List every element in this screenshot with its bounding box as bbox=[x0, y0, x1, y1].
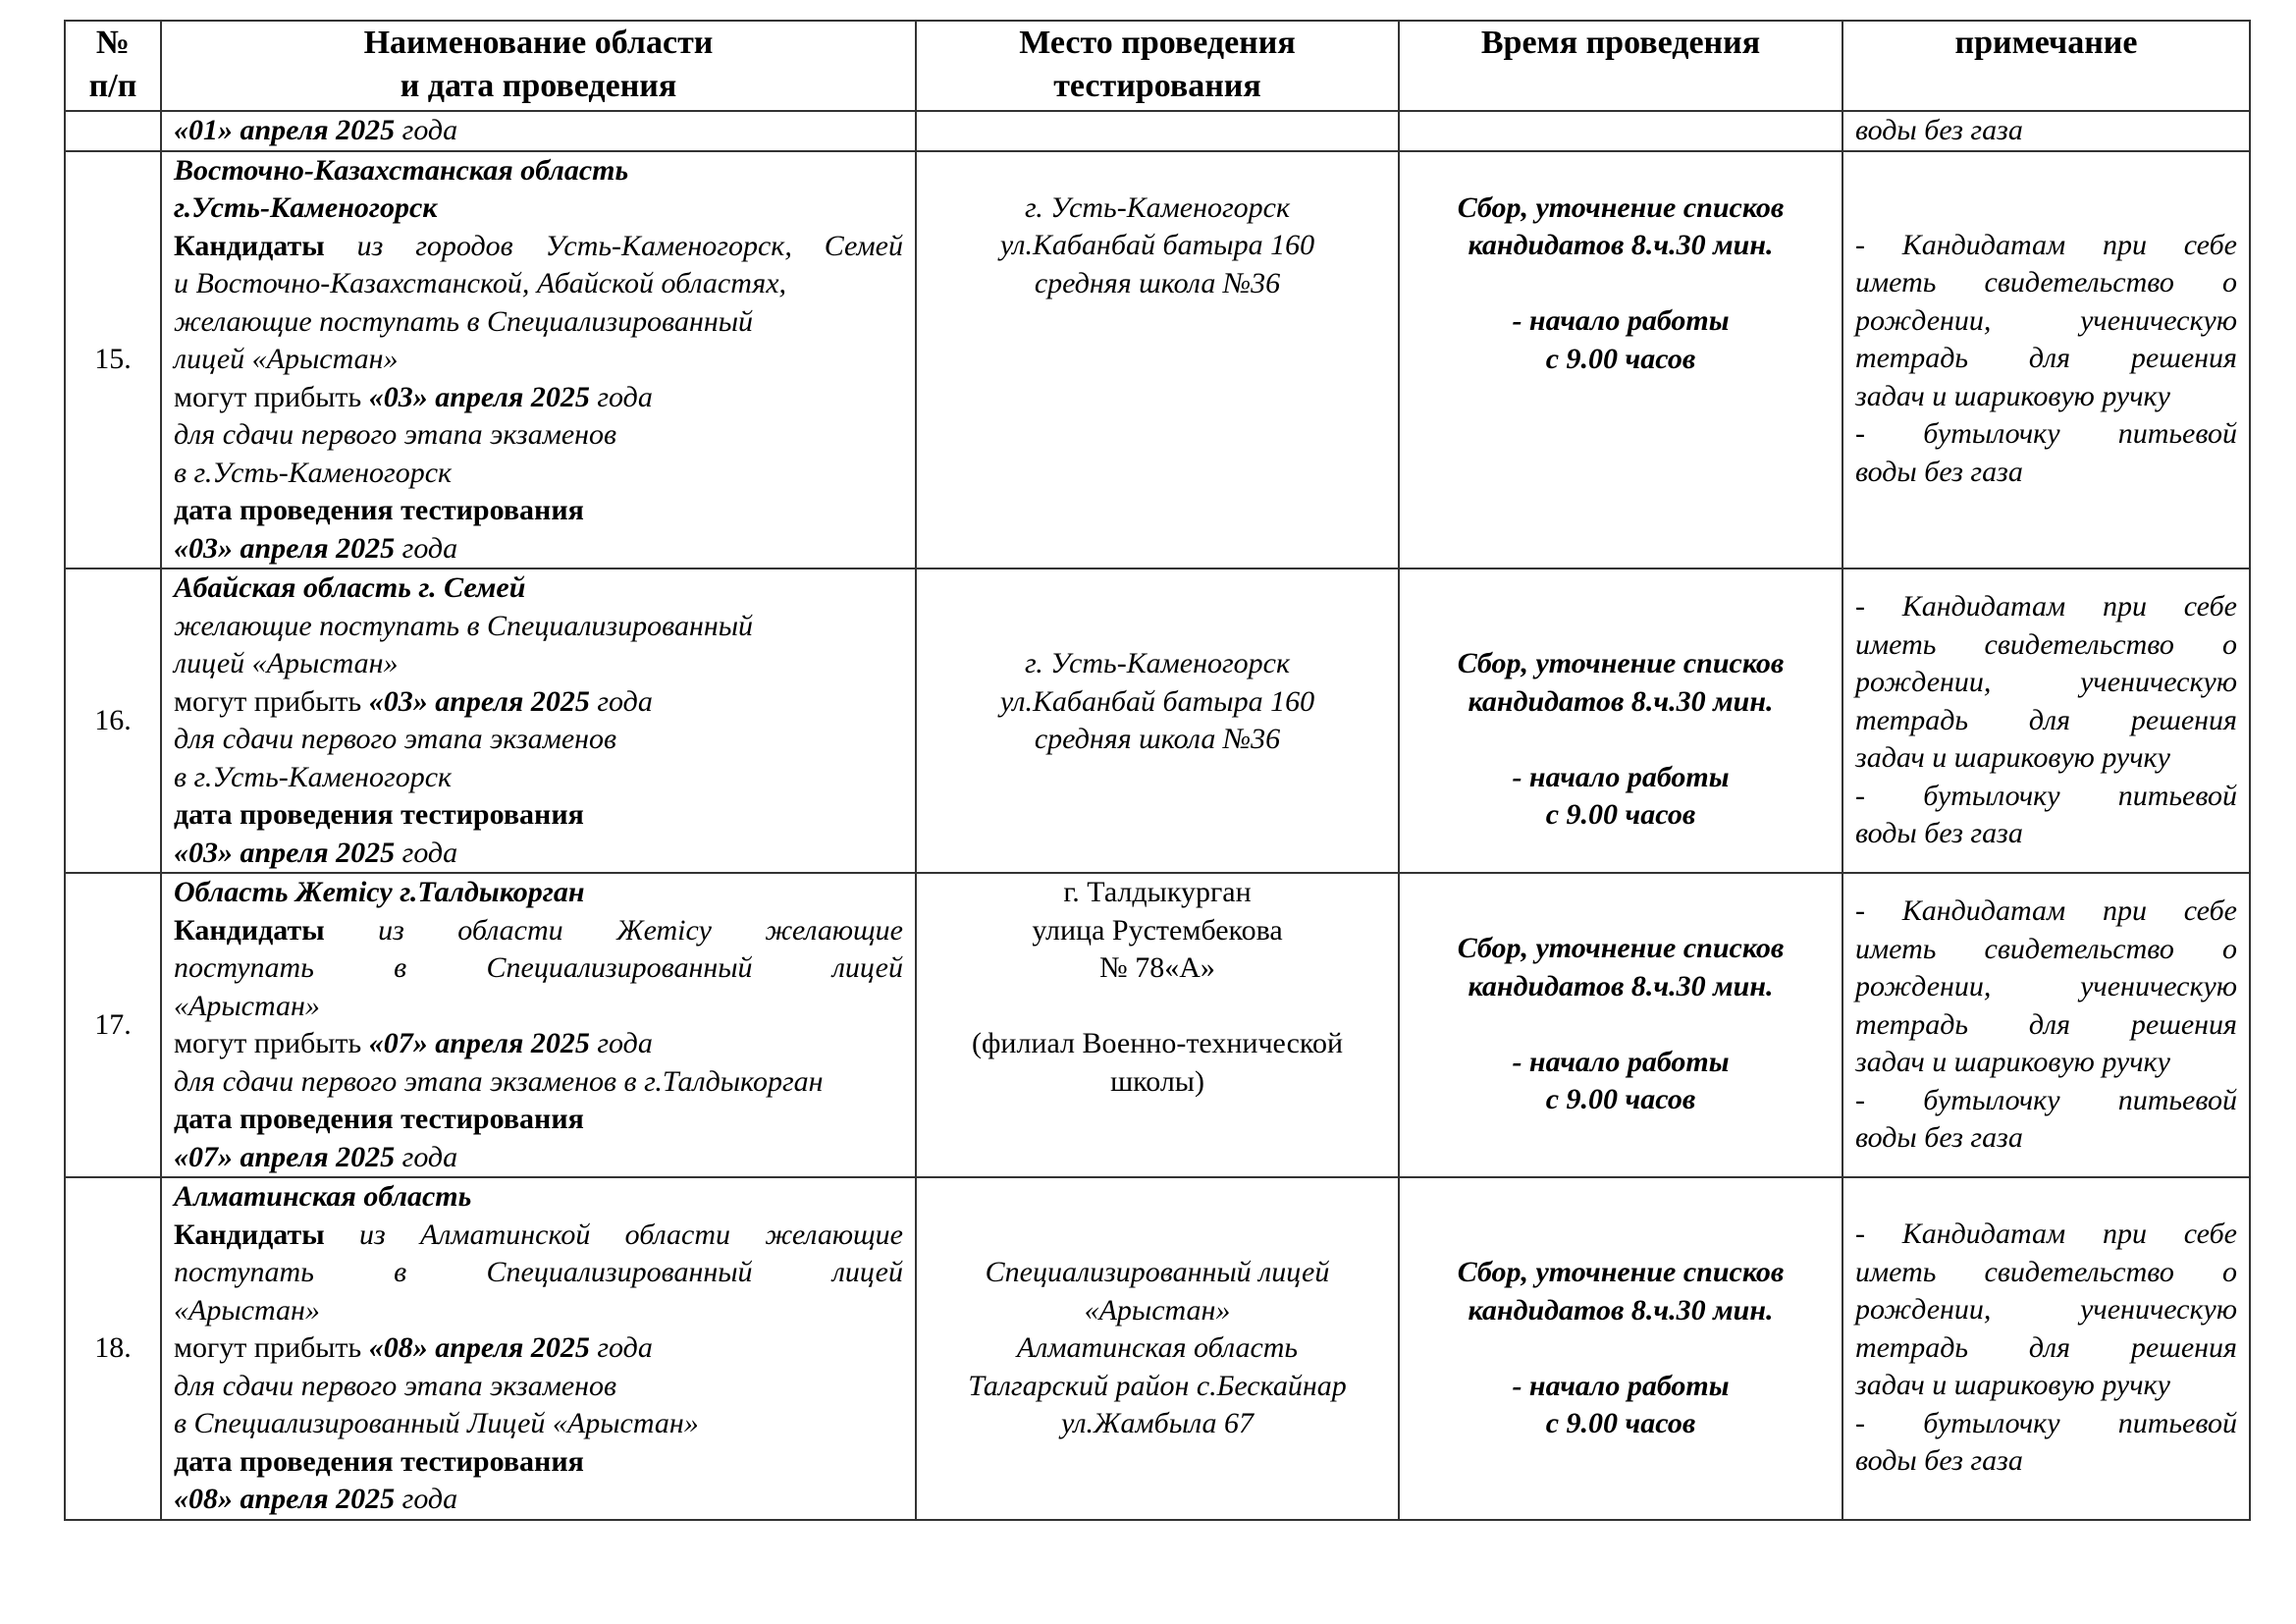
arrive-label: могут прибыть bbox=[174, 1027, 369, 1059]
cell-place bbox=[916, 873, 1399, 1177]
cell-note bbox=[1842, 111, 2250, 151]
table-header-row bbox=[65, 21, 2250, 111]
cell-note bbox=[1842, 151, 2250, 569]
place-line: средняя школа №36 bbox=[1034, 723, 1281, 755]
cell-time bbox=[1399, 111, 1842, 151]
cell-note bbox=[1842, 1177, 2250, 1520]
place-line: Алматинская область bbox=[1016, 1331, 1299, 1364]
test-date: «07» апреля 2025 bbox=[174, 1140, 396, 1173]
test-date: «03» апреля 2025 bbox=[174, 836, 396, 869]
candidates-text: и Восточно-Казахстанской, Абайской областях, bbox=[174, 267, 787, 299]
row-number: 17. bbox=[65, 873, 161, 1177]
place-line: г. Усть-Каменогорск bbox=[1024, 190, 1291, 224]
arrive-date: «08» апреля 2025 bbox=[368, 1331, 590, 1364]
candidates-text: лицей «Арыстан» bbox=[174, 647, 399, 679]
place-line: Специализированный лицей bbox=[985, 1256, 1330, 1288]
cell-note bbox=[1842, 568, 2250, 873]
arrive-label: могут прибыть bbox=[174, 1331, 369, 1364]
header-note bbox=[1842, 21, 2250, 111]
time-start: с 9.00 часов bbox=[1545, 342, 1696, 375]
note-line: воды без газа bbox=[1855, 1444, 2023, 1477]
note-line: иметь свидетельство о bbox=[1855, 627, 2237, 661]
note-line: тетрадь для решения bbox=[1855, 1007, 2237, 1041]
arrive-date: «03» апреля 2025 bbox=[368, 380, 590, 413]
time-start: с 9.00 часов bbox=[1545, 798, 1696, 831]
cell-time bbox=[1399, 873, 1842, 1177]
test-date-label: дата проведения тестирования bbox=[174, 1444, 584, 1478]
note-line: - Кандидатам при себе bbox=[1855, 228, 2237, 261]
exam-text: для сдачи первого этапа экзаменов bbox=[174, 1369, 617, 1402]
note-line: задач и шариковую ручку bbox=[1855, 1046, 2170, 1078]
candidates-text: поступать в Специализированный лицей bbox=[174, 1256, 903, 1288]
arrive-label: могут прибыть bbox=[174, 380, 369, 413]
place-line: «Арыстан» bbox=[1084, 1293, 1231, 1326]
note-line: рождении, ученическую bbox=[1855, 303, 2237, 337]
note-line: тетрадь для решения bbox=[1855, 342, 2237, 374]
note-line: задач и шариковую ручку bbox=[1855, 379, 2170, 412]
table-row bbox=[65, 1177, 2250, 1520]
note-line: тетрадь для решения bbox=[1855, 703, 2237, 736]
table-row bbox=[65, 568, 2250, 873]
year-tail: года bbox=[395, 836, 458, 869]
region-title: Область Жетісу г.Талдыкорган bbox=[174, 876, 585, 908]
cell-region bbox=[161, 111, 916, 151]
place-line: средняя школа №36 bbox=[1034, 266, 1281, 299]
place-line: № 78«А» bbox=[1099, 951, 1215, 984]
year-tail: года bbox=[589, 1027, 653, 1059]
place-line: г. Талдыкурган bbox=[1063, 876, 1252, 908]
cell-number bbox=[65, 111, 161, 151]
place-line: г. Усть-Каменогорск bbox=[1024, 647, 1291, 679]
cell-region bbox=[161, 568, 916, 873]
header-region bbox=[161, 21, 916, 111]
year-tail: года bbox=[395, 531, 458, 565]
arrive-date: «07» апреля 2025 bbox=[368, 1027, 590, 1059]
table-row bbox=[65, 151, 2250, 569]
place-line: ул.Кабанбай батыра 160 bbox=[999, 684, 1315, 718]
candidates-text: лицей «Арыстан» bbox=[174, 343, 399, 375]
place-line: Талгарский район с.Бескайнар bbox=[968, 1369, 1347, 1402]
time-gather: Сбор, уточнение списков bbox=[1457, 190, 1785, 224]
note-line: - бутылочку питьевой bbox=[1855, 1406, 2237, 1439]
time-start: - начало работы bbox=[1512, 1045, 1730, 1078]
candidates-text: из Алматинской области желающие bbox=[324, 1218, 903, 1251]
cell-place bbox=[916, 568, 1399, 873]
test-date-label: дата проведения тестирования bbox=[174, 494, 584, 526]
candidates-text: желающие поступать в Специализированный bbox=[174, 609, 754, 642]
exam-text: в Специализированный Лицей «Арыстан» bbox=[174, 1407, 699, 1439]
exam-text: для сдачи первого этапа экзаменов bbox=[174, 723, 617, 755]
header-number-line2: п/п bbox=[88, 68, 137, 104]
place-line: ул.Жамбыла 67 bbox=[1060, 1407, 1255, 1439]
time-start: с 9.00 часов bbox=[1545, 1083, 1696, 1115]
region-title: Абайская область г. Семей bbox=[174, 571, 526, 604]
schedule-table bbox=[64, 20, 2251, 1521]
header-number bbox=[65, 21, 161, 111]
time-gather: Сбор, уточнение списков bbox=[1457, 647, 1785, 679]
note-line: иметь свидетельство о bbox=[1855, 266, 2237, 298]
time-gather: Сбор, уточнение списков bbox=[1457, 932, 1785, 964]
header-place-line2: тестирования bbox=[1053, 68, 1261, 104]
note-line: иметь свидетельство о bbox=[1855, 1255, 2237, 1288]
exam-text: в г.Усть-Каменогорск bbox=[174, 456, 453, 489]
note-line: - бутылочку питьевой bbox=[1855, 1083, 2237, 1116]
note-line: рождении, ученическую bbox=[1855, 970, 2237, 1002]
note-line: тетрадь для решения bbox=[1855, 1330, 2237, 1364]
note-line: задач и шариковую ручку bbox=[1855, 1369, 2170, 1401]
place-line: ул.Кабанбай батыра 160 bbox=[999, 229, 1315, 261]
time-start: - начало работы bbox=[1512, 760, 1730, 793]
time-start: - начало работы bbox=[1512, 1369, 1730, 1402]
note-line: - бутылочку питьевой bbox=[1855, 779, 2237, 812]
time-gather: кандидатов 8.ч.30 мин. bbox=[1468, 684, 1774, 718]
test-date-label: дата проведения тестирования bbox=[174, 798, 584, 831]
note-line: рождении, ученическую bbox=[1855, 1293, 2237, 1326]
row-number: 18. bbox=[65, 1177, 161, 1520]
note-line: - Кандидатам при себе bbox=[1855, 894, 2237, 927]
exam-text: для сдачи первого этапа экзаменов bbox=[174, 418, 617, 451]
note-line: воды без газа bbox=[1855, 1121, 2023, 1154]
year-tail: года bbox=[589, 684, 653, 718]
header-region-line2: и дата проведения bbox=[400, 68, 677, 104]
header-number-line1: № bbox=[95, 25, 131, 61]
candidates-label: Кандидаты bbox=[174, 229, 325, 262]
year-tail: года bbox=[395, 1483, 458, 1515]
place-line: улица Рустембекова bbox=[1032, 913, 1283, 947]
row-number: 16. bbox=[65, 568, 161, 873]
cell-region bbox=[161, 1177, 916, 1520]
candidates-text: желающие поступать в Специализированный bbox=[174, 304, 754, 338]
candidates-text: «Арыстан» bbox=[174, 1293, 320, 1326]
candidates-label: Кандидаты bbox=[174, 1218, 325, 1251]
header-place-line1: Место проведения bbox=[1019, 25, 1296, 61]
time-gather: кандидатов 8.ч.30 мин. bbox=[1468, 229, 1774, 261]
region-title: Восточно-Казахстанская область bbox=[174, 153, 629, 187]
arrive-label: могут прибыть bbox=[174, 684, 369, 718]
region-city: г.Усть-Каменогорск bbox=[174, 191, 438, 224]
header-place bbox=[916, 21, 1399, 111]
place-line: (филиал Военно-технической bbox=[971, 1027, 1344, 1059]
region-title: Алматинская область bbox=[174, 1180, 472, 1213]
year-tail: года bbox=[589, 380, 653, 413]
test-date: «03» апреля 2025 bbox=[174, 531, 396, 565]
time-gather: кандидатов 8.ч.30 мин. bbox=[1468, 1293, 1774, 1326]
table-row-continued bbox=[65, 111, 2250, 151]
year-tail: года bbox=[395, 1140, 458, 1173]
cell-time bbox=[1399, 151, 1842, 569]
table-row bbox=[65, 873, 2250, 1177]
time-start: - начало работы bbox=[1512, 304, 1730, 337]
note-line: иметь свидетельство о bbox=[1855, 932, 2237, 965]
note-text: воды без газа bbox=[1855, 114, 2023, 146]
row-number: 15. bbox=[65, 151, 161, 569]
candidates-text: из области Жетісу желающие bbox=[324, 913, 903, 947]
note-line: воды без газа bbox=[1855, 455, 2023, 488]
place-line: школы) bbox=[1110, 1064, 1204, 1098]
candidates-text: из городов Усть-Каменогорск, Семей bbox=[324, 229, 903, 262]
exam-text: в г.Усть-Каменогорск bbox=[174, 760, 453, 793]
cell-place bbox=[916, 151, 1399, 569]
cell-region bbox=[161, 151, 916, 569]
date-bold: «01» апреля 2025 bbox=[174, 114, 396, 146]
year-tail: года bbox=[589, 1331, 653, 1364]
time-gather: Сбор, уточнение списков bbox=[1457, 1256, 1785, 1288]
cell-time bbox=[1399, 1177, 1842, 1520]
cell-place bbox=[916, 111, 1399, 151]
candidates-text: «Арыстан» bbox=[174, 989, 320, 1022]
date-tail: года bbox=[395, 114, 458, 146]
note-line: воды без газа bbox=[1855, 817, 2023, 849]
test-date: «08» апреля 2025 bbox=[174, 1483, 396, 1515]
note-line: задач и шариковую ручку bbox=[1855, 741, 2170, 774]
cell-place bbox=[916, 1177, 1399, 1520]
note-line: - Кандидатам при себе bbox=[1855, 1218, 2237, 1250]
cell-region bbox=[161, 873, 916, 1177]
cell-note bbox=[1842, 873, 2250, 1177]
cell-time bbox=[1399, 568, 1842, 873]
header-time-label: Время проведения bbox=[1480, 25, 1761, 61]
note-line: - Кандидатам при себе bbox=[1855, 590, 2237, 623]
arrive-date: «03» апреля 2025 bbox=[368, 684, 590, 718]
exam-text: для сдачи первого этапа экзаменов в г.Талдыкорган bbox=[174, 1064, 824, 1098]
time-gather: кандидатов 8.ч.30 мин. bbox=[1468, 969, 1774, 1002]
header-region-line1: Наименование области bbox=[363, 25, 714, 61]
candidates-text: поступать в Специализированный лицей bbox=[174, 951, 903, 984]
header-time bbox=[1399, 21, 1842, 111]
note-line: рождении, ученическую bbox=[1855, 666, 2237, 698]
header-note-label: примечание bbox=[1954, 25, 2138, 61]
candidates-label: Кандидаты bbox=[174, 913, 325, 947]
note-line: - бутылочку питьевой bbox=[1855, 417, 2237, 450]
time-start: с 9.00 часов bbox=[1545, 1407, 1696, 1439]
test-date-label: дата проведения тестирования bbox=[174, 1103, 584, 1135]
